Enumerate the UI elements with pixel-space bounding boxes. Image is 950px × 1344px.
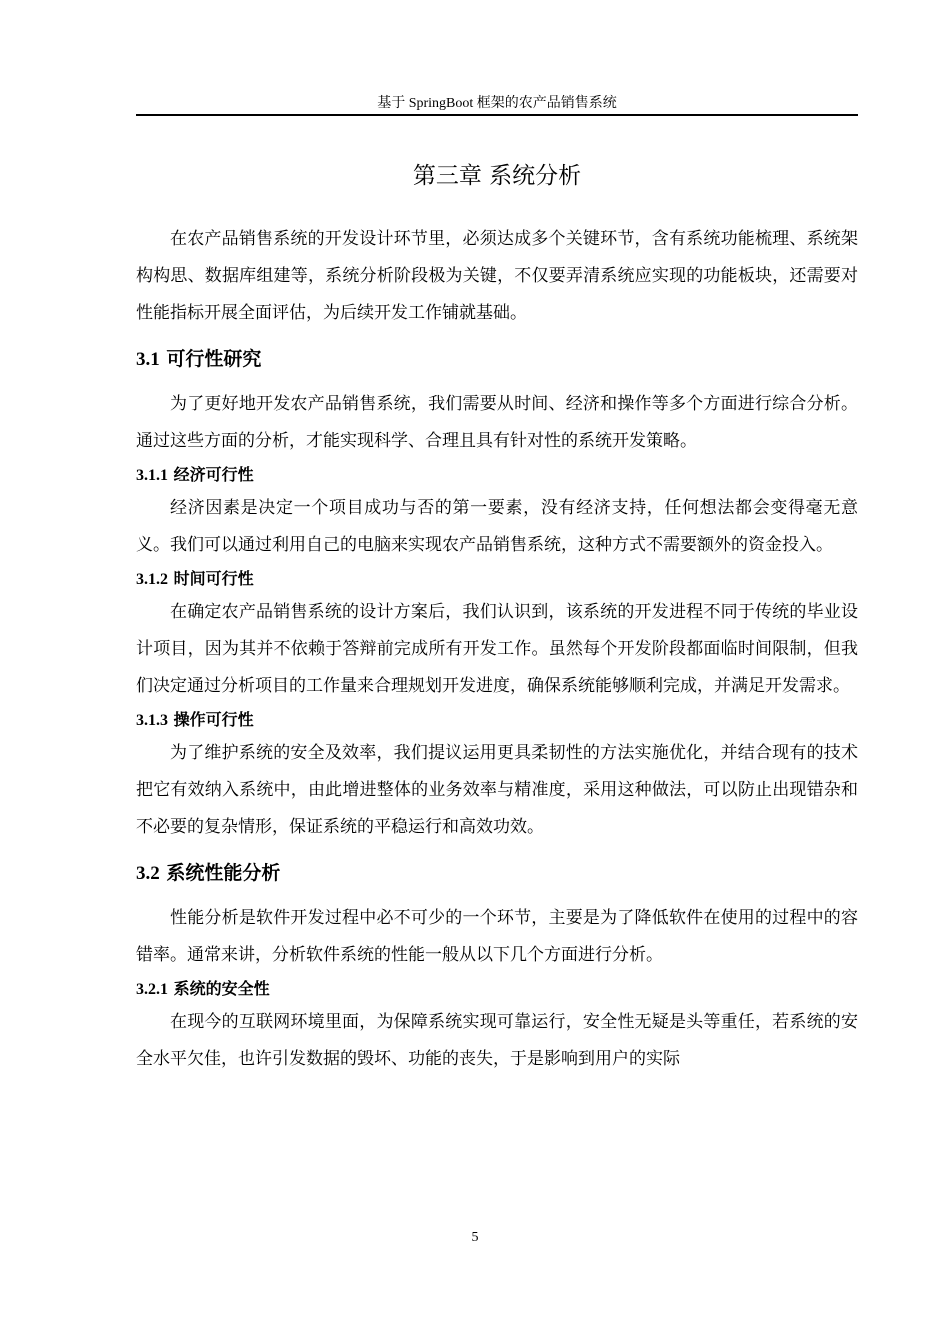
section-title: 系统性能分析: [166, 862, 281, 884]
subsection-number: 3.1.1: [136, 467, 168, 484]
section-3-1-paragraph: 为了更好地开发农产品销售系统，我们需要从时间、经济和操作等多个方面进行综合分析。通过这些方面的分析，才能实现科学、合理且具有针对性的系统开发策略。: [136, 394, 858, 451]
section-number: 3.2: [136, 863, 160, 884]
subsection-number: 3.1.3: [136, 712, 168, 729]
subsection-3-2-1-paragraph: 在现今的互联网环境里面，为保障系统实现可靠运行，安全性无疑是头等重任，若系统的安全水平欠佳，也许引发数据的毁坏、功能的丧失，于是影响到用户的实际: [136, 1012, 858, 1069]
chapter-intro-paragraph: 在农产品销售系统的开发设计环节里，必须达成多个关键环节，含有系统功能梳理、系统架构构思、数据库组建等，系统分析阶段极为关键，不仅要弄清系统应实现的功能板块，还需要对性能指标开展全面评估，为后续开发工作铺就基础。: [136, 229, 858, 323]
page-content: [136, 156, 858, 1078]
subsection-title: 时间可行性: [173, 569, 254, 588]
section-3-2-paragraph: 性能分析是软件开发过程中必不可少的一个环节，主要是为了降低软件在使用的过程中的容错率。通常来讲，分析软件系统的性能一般从以下几个方面进行分析。: [136, 908, 858, 965]
section-heading-3-1: [136, 339, 858, 379]
header-rule: [136, 114, 858, 116]
subsection-3-1-3-paragraph: 为了维护系统的安全及效率，我们提议运用更具柔韧性的方法实施优化，并结合现有的技术把它有效纳入系统中，由此增进整体的业务效率与精准度，采用这种做法，可以防止出现错杂和不必要的复杂情形，保证系统的平稳运行和高效功效。: [136, 743, 858, 837]
subsection-heading-3-2-1: [136, 974, 858, 1004]
subsection-3-1-2-paragraph: 在确定农产品销售系统的设计方案后，我们认识到，该系统的开发进程不同于传统的毕业设计项目，因为其并不依赖于答辩前完成所有开发工作。虽然每个开发阶段都面临时间限制，但我们决定通过分析项目的工作量来合理规划开发进度，确保系统能够顺利完成，并满足开发需求。: [136, 602, 858, 696]
page-number: 5: [471, 1230, 479, 1245]
section-number: 3.1: [136, 349, 160, 370]
chapter-title: 第三章 系统分析: [412, 163, 582, 189]
subsection-title: 经济可行性: [173, 465, 254, 484]
subsection-heading-3-1-2: [136, 564, 858, 594]
section-title: 可行性研究: [166, 348, 262, 370]
subsection-number: 3.1.2: [136, 571, 168, 588]
subsection-title: 系统的安全性: [173, 979, 270, 998]
running-header: 基于 SpringBoot 框架的农产品销售系统: [377, 96, 617, 111]
subsection-3-1-1-paragraph: 经济因素是决定一个项目成功与否的第一要素，没有经济支持，任何想法都会变得毫无意义。我们可以通过利用自己的电脑来实现农产品销售系统，这种方式不需要额外的资金投入。: [136, 498, 858, 555]
subsection-number: 3.2.1: [136, 981, 168, 998]
subsection-title: 操作可行性: [173, 710, 254, 729]
subsection-heading-3-1-1: [136, 460, 858, 490]
subsection-heading-3-1-3: [136, 705, 858, 735]
section-heading-3-2: [136, 853, 858, 893]
